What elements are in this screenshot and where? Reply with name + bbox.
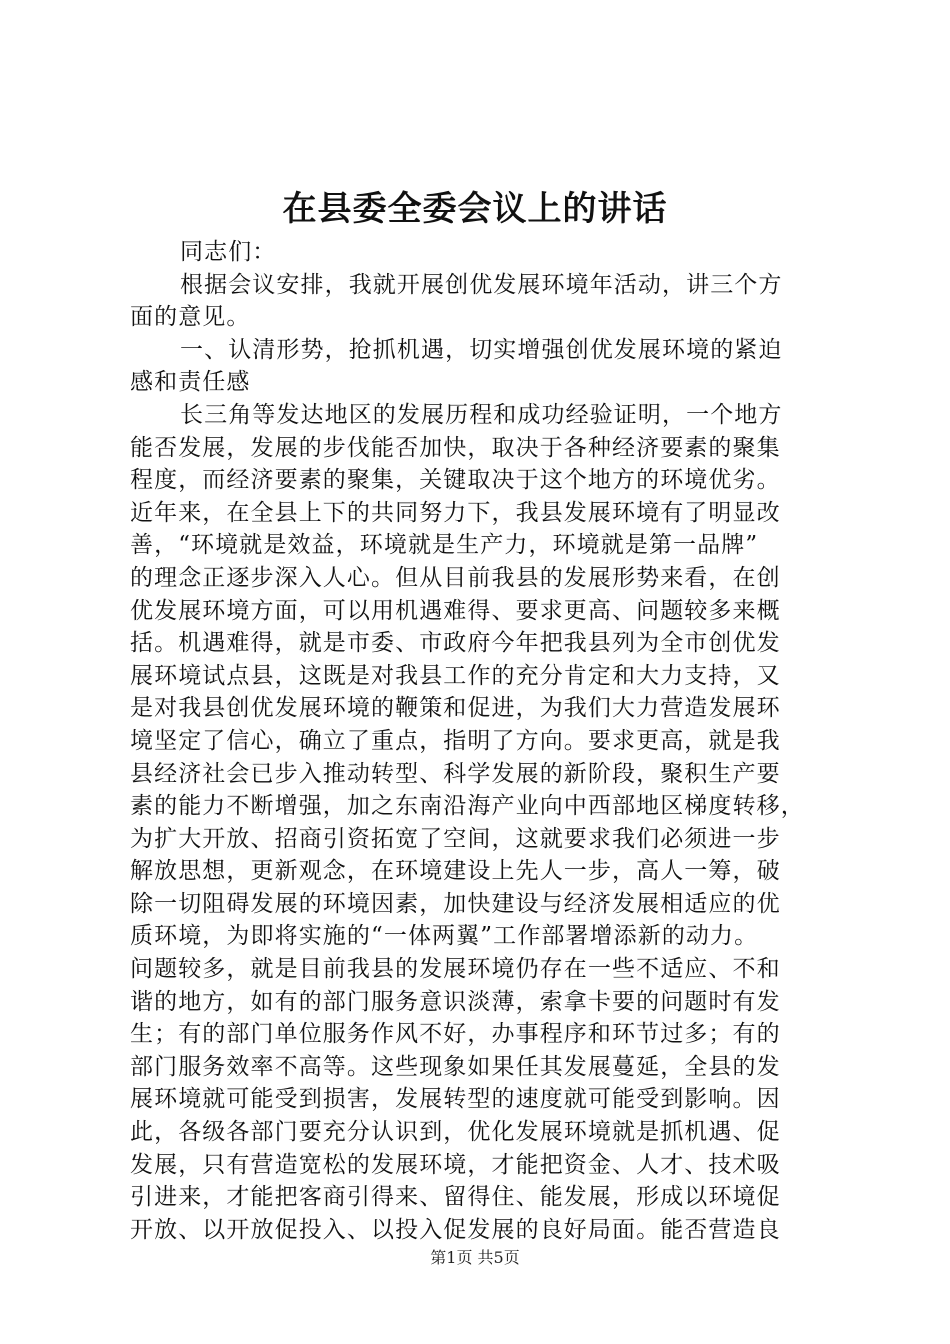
paragraph-line: 此，各级各部门要充分认识到，优化发展环境就是抓机遇、促 <box>130 1119 781 1146</box>
paragraph-line: 部门服务效率不高等。这些现象如果任其发展蔓延，全县的发 <box>130 1053 781 1080</box>
paragraph-line: 县经济社会已步入推动转型、科学发展的新阶段，聚积生产要 <box>130 760 781 787</box>
paragraph-line: 引进来，才能把客商引得来、留得住、能发展，形成以环境促 <box>130 1184 781 1211</box>
salutation-line: 同志们： <box>180 239 277 265</box>
paragraph-line: 括。机遇难得，就是市委、市政府今年把我县列为全市创优发 <box>130 630 781 657</box>
section-heading-line: 一、认清形势，抢抓机遇，切实增强创优发展环境的紧迫 <box>180 336 783 363</box>
paragraph-line: 质环境，为即将实施的“一体两翼”工作部署增添新的动力。 <box>130 923 759 950</box>
paragraph-line: 展环境就可能受到损害，发展转型的速度就可能受到影响。因 <box>130 1086 781 1113</box>
paragraph-line: 根据会议安排，我就开展创优发展环境年活动，讲三个方 <box>180 271 783 298</box>
paragraph-line: 善，“环境就是效益，环境就是生产力，环境就是第一品牌” <box>130 532 759 559</box>
paragraph-line: 素的能力不断增强，加之东南沿海产业向中西部地区梯度转移， <box>130 793 805 820</box>
paragraph-line: 问题较多，就是目前我县的发展环境仍存在一些不适应、不和 <box>130 956 781 983</box>
paragraph-line: 程度，而经济要素的聚集，关键取决于这个地方的环境优劣。 <box>130 467 781 494</box>
paragraph-line: 除一切阻碍发展的环境因素，加快建设与经济发展相适应的优 <box>130 890 781 917</box>
paragraph-line: 生；有的部门单位服务作风不好，办事程序和环节过多；有的 <box>130 1021 781 1048</box>
paragraph-line: 是对我县创优发展环境的鞭策和促进，为我们大力营造发展环 <box>130 695 781 722</box>
paragraph-line: 发展，只有营造宽松的发展环境，才能把资金、人才、技术吸 <box>130 1151 781 1178</box>
paragraph-line: 境坚定了信心，确立了重点，指明了方向。要求更高，就是我 <box>130 727 781 754</box>
document-body <box>130 236 830 1246</box>
paragraph-line: 能否发展，发展的步伐能否加快，取决于各种经济要素的聚集 <box>130 434 781 461</box>
paragraph-line: 解放思想，更新观念，在环境建设上先人一步，高人一筹，破 <box>130 858 781 885</box>
paragraph-line: 为扩大开放、招商引资拓宽了空间，这就要求我们必须进一步 <box>130 825 781 852</box>
paragraph-line: 长三角等发达地区的发展历程和成功经验证明，一个地方 <box>180 401 783 428</box>
page-number-footer: 第1页 共5页 <box>430 1248 520 1267</box>
paragraph-line: 近年来，在全县上下的共同努力下，我县发展环境有了明显改 <box>130 499 781 526</box>
document-title: 在县委全委会议上的讲话 <box>282 189 668 229</box>
paragraph-line: 展环境试点县，这既是对我县工作的充分肯定和大力支持，又 <box>130 662 781 689</box>
paragraph-line: 的理念正逐步深入人心。但从目前我县的发展形势来看，在创 <box>130 564 781 591</box>
paragraph-line: 谐的地方，如有的部门服务意识淡薄，索拿卡要的问题时有发 <box>130 988 781 1015</box>
section-heading-line: 感和责任感 <box>130 369 251 396</box>
paragraph-line: 开放、以开放促投入、以投入促发展的良好局面。能否营造良 <box>130 1216 781 1243</box>
paragraph-line: 优发展环境方面，可以用机遇难得、要求更高、问题较多来概 <box>130 597 781 624</box>
paragraph-line: 面的意见。 <box>130 304 251 331</box>
